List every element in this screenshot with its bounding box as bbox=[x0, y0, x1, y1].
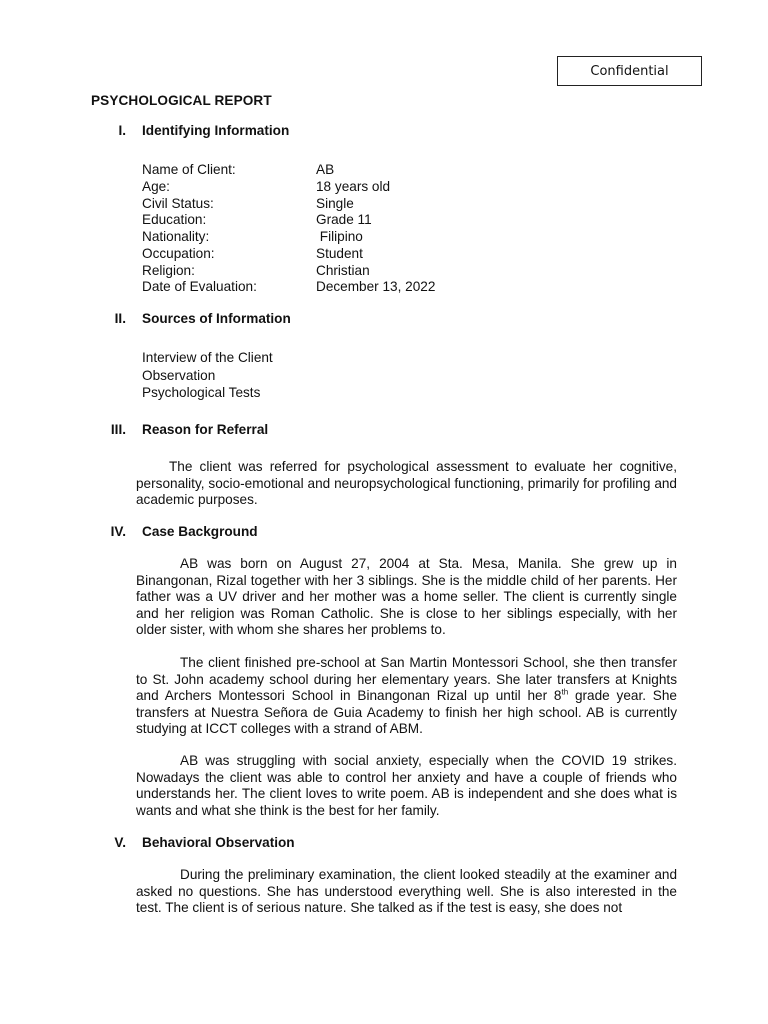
info-row bbox=[142, 263, 435, 280]
info-value: Single bbox=[316, 195, 354, 211]
source-item: Observation bbox=[142, 367, 216, 383]
referral-paragraph: The client was referred for psychological assessment to evaluate her cognitive, personality, socio-emotional and neuropsychological functioning, primarily for profiling and academic purposes. bbox=[136, 459, 677, 507]
report-title: PSYCHOLOGICAL REPORT bbox=[91, 93, 272, 108]
info-label: Nationality: bbox=[142, 229, 210, 244]
info-row bbox=[142, 196, 435, 213]
section-heading-background bbox=[110, 524, 258, 539]
info-label: Date of Evaluation: bbox=[142, 279, 257, 295]
ordinal-suffix: th bbox=[561, 687, 569, 697]
confidential-label: Confidential bbox=[557, 56, 702, 86]
info-label: Name of Client: bbox=[142, 162, 236, 177]
section-heading-referral bbox=[110, 422, 269, 437]
info-row bbox=[142, 212, 435, 229]
info-row bbox=[142, 279, 435, 296]
info-row bbox=[142, 246, 435, 263]
info-value: Filipino bbox=[316, 229, 363, 244]
info-value: 18 years old bbox=[316, 178, 391, 194]
info-value: Grade 11 bbox=[316, 212, 372, 228]
section-number: IV. bbox=[110, 524, 126, 539]
source-item: Psychological Tests bbox=[142, 385, 261, 400]
info-label: Age: bbox=[142, 178, 170, 194]
source-item: Interview of the Client bbox=[142, 350, 273, 365]
section-title: Behavioral Observation bbox=[142, 835, 295, 850]
section-title: Reason for Referral bbox=[142, 422, 269, 437]
background-paragraph-2 bbox=[136, 655, 677, 738]
info-label: Civil Status: bbox=[142, 195, 214, 211]
section-heading-behavioral bbox=[114, 835, 295, 850]
background-paragraph-3: AB was struggling with social anxiety, especially when the COVID 19 strikes. Nowadays the client was able to control her anxiety and have a couple of friends who understands her. The client loves to write poem. AB is independent and she does what is wants and what she think is the best for her family. bbox=[136, 753, 677, 818]
section-heading-sources bbox=[114, 311, 291, 326]
background-paragraph-2-text-a: The client finished pre-school at San Martin Montessori School, she then transfer to St. John academy school during her elementary years. She later transfers at Knights and Archers Montessori School in Binangonan Rizal up until her 8 bbox=[136, 655, 677, 703]
background-paragraph-2-text-b: grade year. She transfers at Nuestra Señora de Guia Academy to finish her high school. AB is currently studying at ICCT colleges with a strand of ABM. bbox=[136, 688, 677, 736]
info-value: Christian bbox=[316, 262, 370, 278]
info-row bbox=[142, 162, 435, 179]
info-label: Religion: bbox=[142, 262, 195, 278]
section-number: I. bbox=[118, 123, 126, 138]
sources-list bbox=[142, 349, 273, 402]
identifying-info-table bbox=[142, 162, 435, 296]
info-value: Student bbox=[316, 245, 363, 261]
section-title: Sources of Information bbox=[142, 311, 291, 326]
section-title: Identifying Information bbox=[142, 123, 290, 138]
info-value: AB bbox=[316, 162, 335, 177]
section-heading-identifying bbox=[118, 123, 290, 138]
info-row bbox=[142, 229, 435, 246]
info-label: Education: bbox=[142, 212, 207, 228]
section-number: II. bbox=[114, 311, 126, 326]
info-row bbox=[142, 179, 435, 196]
info-label: Occupation: bbox=[142, 245, 215, 261]
info-value: December 13, 2022 bbox=[316, 279, 436, 295]
section-number: III. bbox=[110, 422, 126, 437]
behavioral-paragraph-1: During the preliminary examination, the client looked steadily at the examiner and asked no questions. She has understood everything well. She is also interested in the test. The client is of serious nature. She talked as if the test is easy, she does not bbox=[136, 867, 677, 915]
background-paragraph-1: AB was born on August 27, 2004 at Sta. Mesa, Manila. She grew up in Binangonan, Rizal together with her 3 siblings. She is the middle child of her parents. Her father was a UV driver and her mother was a home seller. The client is currently single and her religion was Roman Catholic. She is close to her siblings especially, with her older sister, with whom she shares her problems to. bbox=[136, 556, 677, 637]
section-title: Case Background bbox=[142, 524, 258, 539]
section-number: V. bbox=[114, 835, 126, 850]
